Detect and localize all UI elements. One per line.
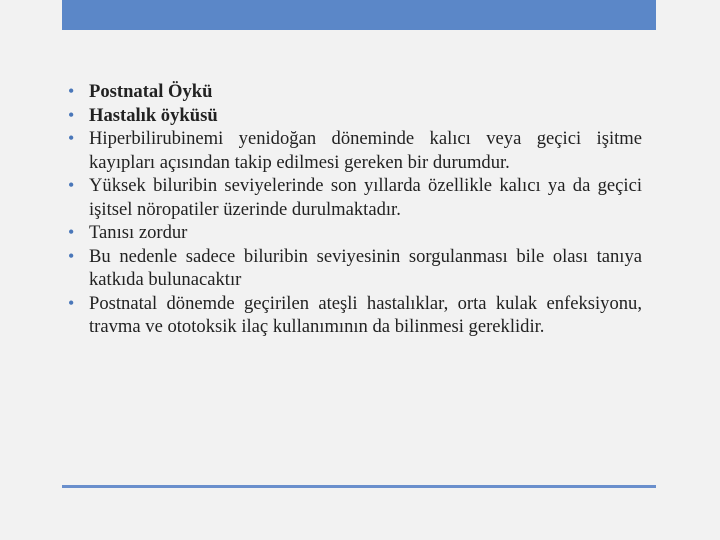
bullet-icon: • bbox=[68, 222, 75, 242]
bullet-text: Postnatal Öykü bbox=[89, 81, 213, 102]
slide-content bbox=[68, 80, 642, 339]
bullet-item-bilirubin-query bbox=[68, 245, 642, 292]
bullet-text: Tanısı zordur bbox=[89, 222, 188, 243]
bullet-item-postnatal-history bbox=[68, 80, 642, 104]
bullet-item-diagnosis-difficult bbox=[68, 221, 642, 245]
bullet-icon: • bbox=[68, 128, 75, 148]
bullet-item-postnatal-illnesses bbox=[68, 292, 642, 339]
bullet-text: Yüksek biluribin seviyelerinde son yıllarda özellikle kalıcı ya da geçici işitsel nöropatiler üzerinde durulmaktadır. bbox=[89, 175, 642, 220]
footer-divider bbox=[62, 485, 656, 488]
bullet-icon: • bbox=[68, 104, 75, 125]
bullet-item-hyperbilirubinemia bbox=[68, 127, 642, 174]
bullet-icon: • bbox=[68, 245, 75, 266]
bullet-icon: • bbox=[68, 292, 75, 313]
bullet-text: Hiperbilirubinemi yenidoğan döneminde kalıcı veya geçici işitme kayıpları açısından takip edilmesi gereken bir durumdur. bbox=[89, 128, 642, 173]
bullet-text: Bu nedenle sadece biluribin seviyesinin sorgulanması bile olası tanıya katkıda bulunacaktır bbox=[89, 245, 642, 290]
bullet-item-bilirubin-levels bbox=[68, 174, 642, 221]
bullet-list bbox=[68, 80, 642, 339]
bullet-item-disease-history bbox=[68, 104, 642, 128]
bullet-icon: • bbox=[68, 81, 75, 101]
bullet-text: Hastalık öyküsü bbox=[89, 104, 218, 126]
bullet-icon: • bbox=[68, 175, 75, 195]
bullet-text: Postnatal dönemde geçirilen ateşli hastalıklar, orta kulak enfeksiyonu, travma ve ototoksik ilaç kullanımının da bilinmesi gereklidir. bbox=[89, 292, 642, 337]
header-bar bbox=[62, 0, 656, 30]
